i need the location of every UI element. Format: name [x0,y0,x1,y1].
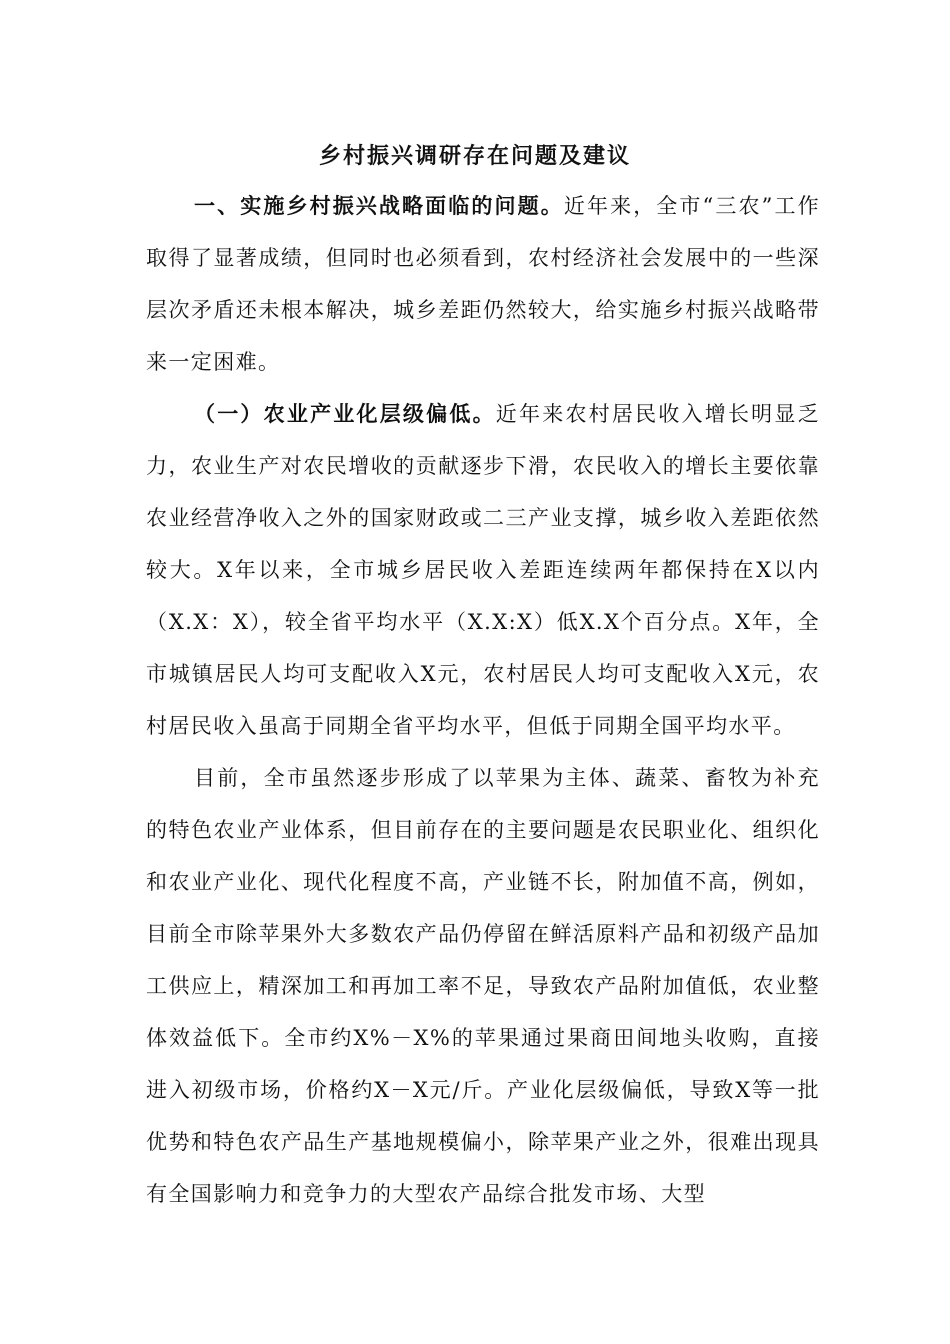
document-body [146,180,820,1220]
paragraph-heading: （一）农业产业化层级偏低。 [194,401,496,426]
paragraph-text: 近年来农村居民收入增长明显乏力，农业生产对农民增收的贡献逐步下滑，农民收入的增长主要依靠农业经营净收入之外的国家财政或二三产业支撑，城乡收入差距依然较大。X年以来，全市城乡居民收入差距连续两年都保持在X以内（X.X：X），较全省平均水平（X.X:X）低X.X个百分点。X年，全市城镇居民人均可支配收入X元，农村居民人均可支配收入X元，农村居民收入虽高于同期全省平均水平，但低于同期全国平均水平。 [146,402,820,738]
paragraph-heading: 一、实施乡村振兴战略面临的问题。 [194,193,564,218]
paragraph-current-status [146,752,820,1220]
paragraph-problems [146,180,820,388]
paragraph-industrialization [146,388,820,752]
paragraph-text: 近年来，全市“三农”工作取得了显著成绩，但同时也必须看到，农村经济社会发展中的一些深层次矛盾还未根本解决，城乡差距仍然较大，给实施乡村振兴战略带来一定困难。 [146,194,820,374]
paragraph-text: 目前，全市虽然逐步形成了以苹果为主体、蔬菜、畜牧为补充的特色农业产业体系，但目前存在的主要问题是农民职业化、组织化和农业产业化、现代化程度不高，产业链不长，附加值不高，例如，目前全市除苹果外大多数农产品仍停留在鲜活原料产品和初级产品加工供应上，精深加工和再加工率不足，导致农产品附加值低，农业整体效益低下。全市约X%－X%的苹果通过果商田间地头收购，直接进入初级市场，价格约X－X元/斤。产业化层级偏低，导致X等一批优势和特色农产品生产基地规模偏小，除苹果产业之外，很难出现具有全国影响力和竞争力的大型农产品综合批发市场、大型 [146,766,820,1206]
document-title: 乡村振兴调研存在问题及建议 [318,143,631,169]
